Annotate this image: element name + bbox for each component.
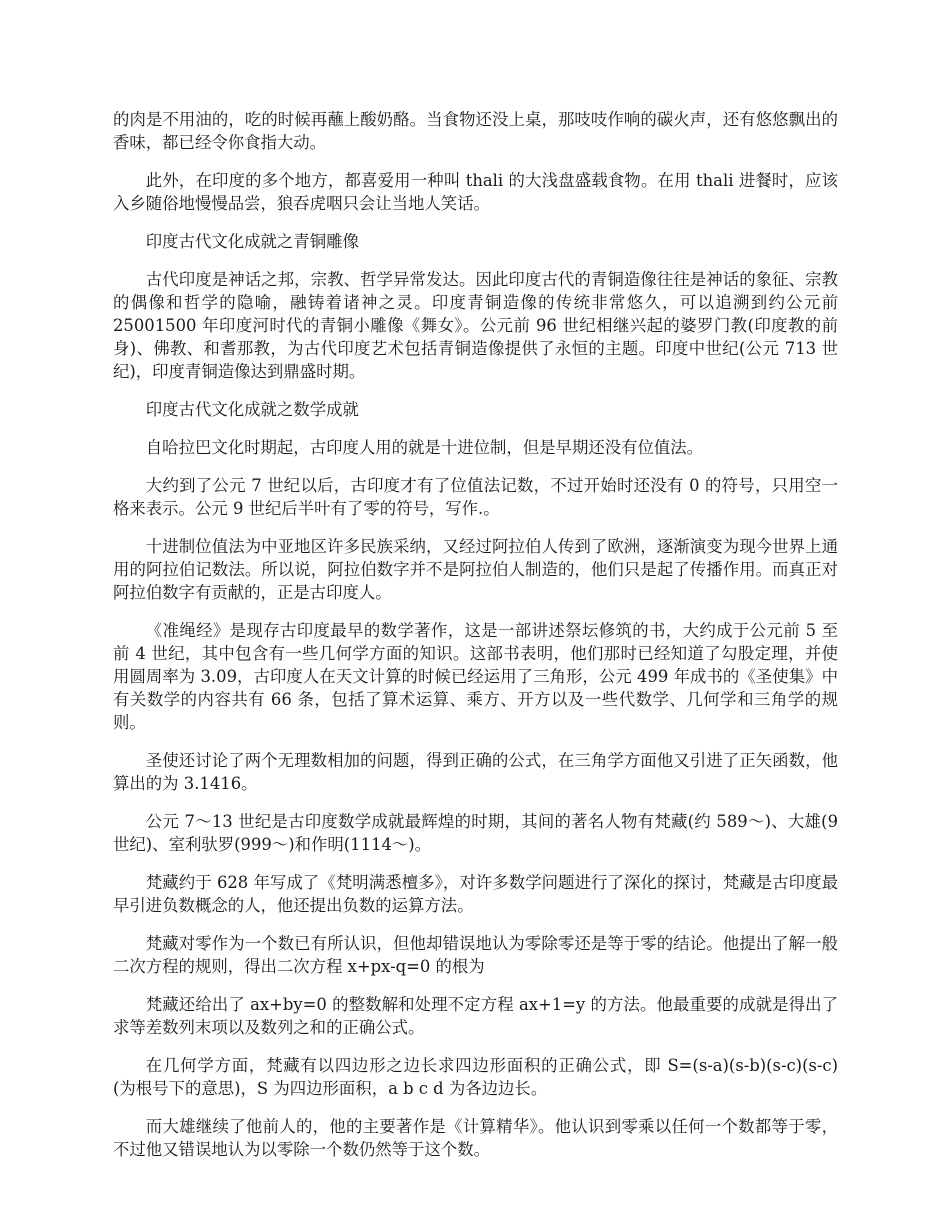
paragraph-bronze: 古代印度是神话之邦，宗教、哲学异常发达。因此印度古代的青铜造像往往是神话的象征、宗教的偶像和哲学的隐喻，融铸着诸神之灵。印度青铜造像的传统非常悠久，可以追溯到约公元前 25001500 年印度河时代的青铜小雕像《舞女》。公元前 96 世纪相继兴起的婆罗门教(印度教的前身)、佛教、和耆那教，为古代印度艺术包括青铜造像提供了永恒的主题。印度中世纪(公元 713 世纪)，印度青铜造像达到鼎盛时期。: [113, 270, 838, 381]
paragraph-integer-solutions: 梵藏还给出了 ax+by=0 的整数解和处理不定方程 ax+1=y 的方法。他最重要的成就是得出了求等差数列末项以及数列之和的正确公式。: [113, 995, 838, 1037]
paragraph-decimal: 自哈拉巴文化时期起，古印度人用的就是十进位制，但是早期还没有位值法。: [145, 438, 704, 457]
section-heading-math: 印度古代文化成就之数学成就: [145, 400, 359, 419]
paragraph-continuation: 的肉是不用油的，吃的时候再蘸上酸奶酪。当食物还没上桌，那吱吱作响的碳火声，还有悠悠飘出的香味，都已经令你食指大动。: [113, 110, 838, 152]
paragraph-irrational: 圣使还讨论了两个无理数相加的问题，得到正确的公式，在三角学方面他又引进了正矢函数，他算出的为 3.1416。: [113, 751, 838, 793]
section-heading-bronze: 印度古代文化成就之青铜雕像: [145, 232, 359, 251]
paragraph-mahavira: 而大雄继续了他前人的，他的主要著作是《计算精华》。他认识到零乘以任何一个数都等于零，不过他又错误地认为以零除一个数仍然等于这个数。: [113, 1117, 838, 1159]
document-page: [113, 108, 838, 1176]
paragraph-sulba-sutra: 《准绳经》是现存古印度最早的数学著作，这是一部讲述祭坛修筑的书，大约成于公元前 5 至前 4 世纪，其中包含有一些几何学方面的知识。这部书表明，他们那时已经知道了勾股定理，并使用圆周率为 3.09，古印度人在天文计算的时候已经运用了三角形，公元 499 年成书的《圣使集》中有关数学的内容共有 66 条，包括了算术运算、乘方、开方以及一些代数学、几何学和三角学的规则。: [113, 621, 838, 732]
paragraph-zero: 梵藏对零作为一个数已有所认识，但他却错误地认为零除零还是等于零的结论。他提出了解一般二次方程的规则，得出二次方程 x+px-q=0 的根为: [113, 934, 838, 976]
paragraph-thali: 此外，在印度的多个地方，都喜爱用一种叫 thali 的大浅盘盛载食物。在用 thali 进餐时，应该入乡随俗地慢慢品尝，狼吞虎咽只会让当地人笑话。: [113, 171, 838, 213]
paragraph-geometry: 在几何学方面，梵藏有以四边形之边长求四边形面积的正确公式，即 S=(s-a)(s-b)(s-c)(s-c) (为根号下的意思)，S 为四边形面积，a b c d 为各边边长。: [113, 1056, 838, 1098]
paragraph-brahmagupta-work: 梵藏约于 628 年写成了《梵明满悉檀多》，对许多数学问题进行了深化的探讨，梵藏是古印度最早引进负数概念的人，他还提出负数的运算方法。: [113, 873, 838, 915]
paragraph-arabic-numerals: 十进制位值法为中亚地区许多民族采纳，又经过阿拉伯人传到了欧洲，逐渐演变为现今世界上通用的阿拉伯记数法。所以说，阿拉伯数字并不是阿拉伯人制造的，他们只是起了传播作用。而真正对阿拉伯数字有贡献的，正是古印度人。: [113, 537, 838, 602]
paragraph-golden-age: 公元 7～13 世纪是古印度数学成就最辉煌的时期，其间的著名人物有梵藏(约 589～)、大雄(9 世纪)、室利驮罗(999～)和作明(1114～)。: [113, 812, 838, 854]
paragraph-place-value: 大约到了公元 7 世纪以后，古印度才有了位值法记数，不过开始时还没有 0 的符号，只用空一格来表示。公元 9 世纪后半叶有了零的符号，写作.。: [113, 476, 838, 518]
